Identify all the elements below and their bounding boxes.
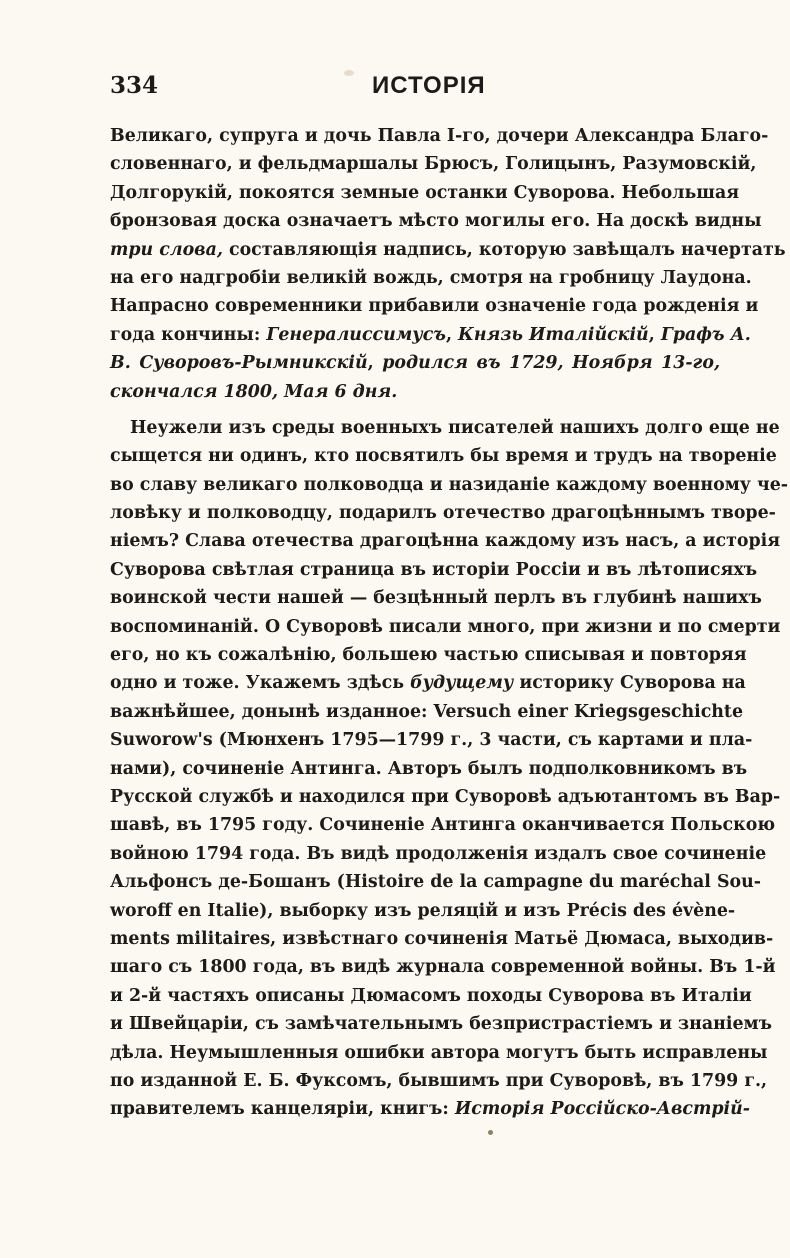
text-run: сыщется ни одинъ, кто посвятилъ бы время и трудъ на твореніе [110, 446, 777, 467]
text-run: Альфонсъ де-Бошанъ (Histoire de la campagne du maréchal Sou- [110, 872, 761, 893]
text-line [110, 755, 748, 783]
text-run: и 2-й частяхъ описаны Дюмасомъ походы Суворова въ Италіи [110, 985, 752, 1006]
text-line [110, 150, 757, 178]
text-run: одно и тоже. Укажемъ здѣсь [110, 673, 411, 694]
text-run: ніемъ? Слава отечества драгоцѣнна каждому изъ насъ, а исторія [110, 531, 781, 552]
text-line [110, 207, 762, 235]
text-line [110, 556, 758, 584]
text-line [110, 527, 781, 555]
text-run: Неужели изъ среды военныхъ писателей нашихъ долго еще не [130, 417, 780, 438]
ink-mark [488, 1130, 493, 1135]
text-line [110, 840, 767, 868]
text-line [110, 811, 776, 839]
text-line [110, 641, 747, 669]
text-line [110, 378, 720, 406]
text-run: woroff en Italie), выборку изъ реляцій и изъ Précis des évène- [110, 900, 736, 921]
text-line [110, 669, 746, 697]
text-line [110, 868, 761, 896]
text-run: воинской чести нашей — безцѣнный перлъ въ глубинѣ нашихъ [110, 588, 762, 609]
text-line [110, 499, 776, 527]
text-run: дѣла. Неумышленныя ошибки автора могутъ быть исправлены [110, 1042, 768, 1063]
text-line [110, 236, 786, 264]
text-line [110, 414, 780, 442]
page-number: 334 [110, 72, 159, 99]
italic-text: Исторія Россійско-Австрій- [454, 1099, 750, 1120]
text-run: , [445, 324, 459, 345]
text-run: историку Суворова на [513, 673, 746, 694]
text-run: шавѣ, въ 1795 году. Сочиненіе Антинга оканчивается Польскою [110, 815, 776, 836]
text-line [110, 698, 744, 726]
text-run: ловѣку и полководцу, подарилъ отечество драгоцѣннымъ творе- [110, 503, 776, 524]
text-line [110, 584, 762, 612]
text-run: , [648, 324, 661, 345]
italic-text: скончался 1800, Мая 6 дня. [110, 381, 398, 402]
text-run: по изданной Е. Б. Фуксомъ, бывшимъ при Суворовѣ, въ 1799 г., [110, 1070, 768, 1091]
text-line [110, 897, 736, 925]
text-run: Суворова свѣтлая страница въ исторіи Россіи и въ лѣтописяхъ [110, 559, 758, 580]
text-line [110, 1039, 768, 1067]
text-line [110, 953, 776, 981]
text-line [110, 1010, 772, 1038]
text-run: правителемъ канцеляріи, книгъ: [110, 1099, 455, 1120]
italic-text: Генералиссимусъ [266, 324, 446, 345]
text-run: Великаго, супруга и дочь Павла I-го, дочери Александра Благо- [110, 126, 769, 146]
text-run: словеннаго, и фельдмаршалы Брюсъ, Голицынъ, Разумовскій, [110, 154, 757, 175]
text-run: составляющія надпись, которую завѣщалъ начертать [222, 239, 786, 260]
italic-text: Графъ А. [660, 324, 751, 345]
text-line [110, 122, 769, 150]
text-line [110, 1095, 750, 1123]
text-line [110, 982, 752, 1010]
running-head: ИСТОРІЯ [372, 72, 486, 99]
text-line [110, 321, 751, 349]
text-line [110, 783, 781, 811]
text-run: во славу великаго полководца и назиданіе каждому военному че- [110, 474, 789, 495]
body-text [110, 122, 789, 1124]
text-run: Русской службѣ и находился при Суворовѣ адъютантомъ въ Вар- [110, 786, 781, 807]
text-run: нами), сочиненіе Антинга. Авторъ былъ подполковникомъ въ [110, 758, 748, 779]
text-line [110, 726, 753, 754]
text-run: , [367, 353, 383, 374]
text-line [110, 442, 777, 470]
text-line [110, 1067, 768, 1095]
text-line [110, 925, 774, 953]
text-line [110, 264, 752, 292]
text-run: года кончины: [110, 324, 267, 345]
text-run: на его надгробіи великій вождь, смотря на гробницу Лаудона. [110, 267, 752, 288]
italic-text: родился въ 1729, Ноября 13-го, [382, 353, 720, 374]
text-line [110, 349, 720, 377]
italic-text: три слова, [110, 239, 223, 260]
text-run: воспоминаній. О Суворовѣ писали много, при жизни и по смерти [110, 616, 781, 637]
text-run: и Швейцаріи, съ замѣчательнымъ безпристрастіемъ и знаніемъ [110, 1014, 772, 1035]
italic-text: будущему [410, 673, 514, 694]
text-line [110, 292, 759, 320]
text-run: бронзовая доска означаетъ мѣсто могилы его. На доскѣ видны [110, 211, 762, 232]
text-line [110, 471, 789, 499]
italic-text: Князь Италійскій [458, 324, 649, 345]
italic-text: В. Суворовъ-Рымникскій [110, 353, 368, 374]
text-run: Напрасно современники прибавили означеніе года рожденія и [110, 296, 759, 317]
text-line [110, 613, 781, 641]
text-run: Долгорукій, покоятся земные останки Суворова. Небольшая [110, 182, 740, 203]
text-run: его, но къ сожалѣнію, большею частью списывая и повторяя [110, 645, 747, 666]
page-header [110, 72, 720, 106]
text-run: Suworow's (Мюнхенъ 1795—1799 г., 3 части, съ картами и пла- [110, 730, 753, 751]
text-run: шаго съ 1800 года, въ видѣ журнала современной войны. Въ 1-й [110, 957, 776, 978]
text-run: ments militaires, извѣстнаго сочиненія Матьё Дюмаса, выходив- [110, 928, 774, 949]
text-run: войною 1794 года. Въ видѣ продолженія издалъ свое сочиненіе [110, 843, 767, 864]
text-run: важнѣйшее, донынѣ изданное: Versuch einer Kriegsgeschichte [110, 701, 744, 722]
text-line [110, 179, 740, 207]
